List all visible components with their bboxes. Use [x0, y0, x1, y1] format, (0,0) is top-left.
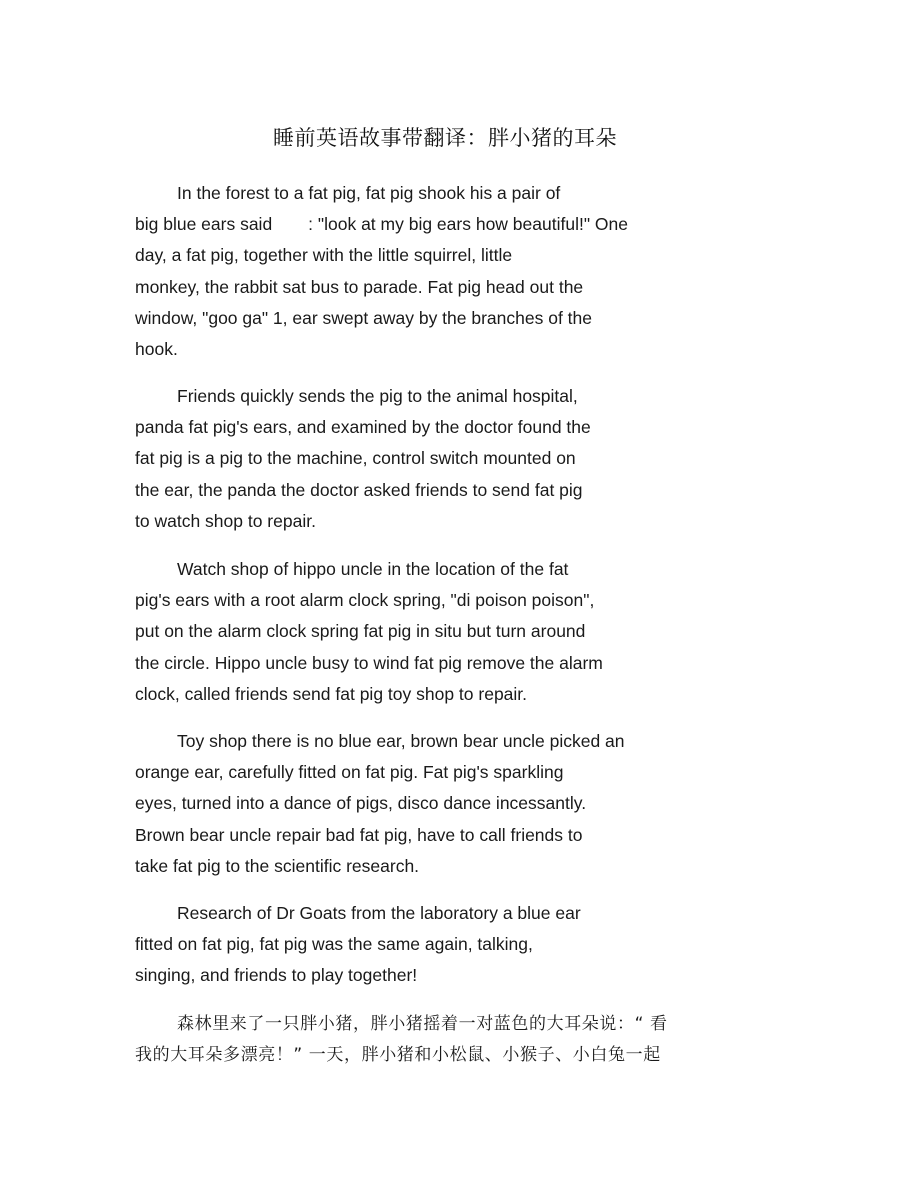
paragraph-line: fat pig is a pig to the machine, control switch mounted on: [135, 448, 576, 469]
paragraph-line: window, "goo ga" 1, ear swept away by the branches of the: [135, 307, 593, 328]
paragraph-line: orange ear, carefully fitted on fat pig. Fat pig's sparkling: [135, 762, 564, 783]
paragraph-line-tail: : "look at my big ears how beautiful!" One: [308, 214, 628, 235]
paragraph-line: fitted on fat pig, fat pig was the same again, talking,: [135, 934, 533, 955]
paragraph-line: singing, and friends to play together!: [135, 965, 418, 986]
paragraph-1: [135, 178, 735, 365]
paragraph-3: [135, 554, 735, 710]
paragraph-line: hook.: [135, 339, 178, 360]
paragraph-line: the ear, the panda the doctor asked friends to send fat pig: [135, 479, 583, 500]
paragraph-line-head: big blue ears said: [135, 214, 273, 235]
paragraph-6-chinese: [135, 1009, 735, 1071]
paragraph-line: Research of Dr Goats from the laboratory a blue ear: [177, 903, 581, 923]
paragraph-line: Watch shop of hippo uncle in the location of the fat: [177, 559, 569, 579]
paragraph-line: clock, called friends send fat pig toy shop to repair.: [135, 683, 528, 704]
paragraph-line: to watch shop to repair.: [135, 510, 316, 531]
paragraph-2: [135, 381, 735, 537]
paragraph-line: day, a fat pig, together with the little squirrel, little: [135, 245, 513, 266]
document-title: 睡前英语故事带翻译：胖小猪的耳朵: [273, 126, 617, 150]
paragraph-line: [135, 209, 735, 240]
paragraph-line: panda fat pig's ears, and examined by the doctor found the: [135, 417, 591, 438]
paragraph-line: eyes, turned into a dance of pigs, disco dance incessantly.: [135, 793, 587, 814]
paragraph-line: take fat pig to the scientific research.: [135, 855, 420, 876]
paragraph-5: [135, 898, 735, 992]
paragraph-line: In the forest to a fat pig, fat pig shook his a pair of: [177, 183, 561, 203]
paragraph-line: 森林里来了一只胖小猪，胖小猪摇着一对蓝色的大耳朵说：“ 看: [177, 1014, 668, 1034]
paragraph-line: monkey, the rabbit sat bus to parade. Fat pig head out the: [135, 276, 584, 297]
paragraph-4: [135, 726, 735, 882]
paragraph-line: put on the alarm clock spring fat pig in situ but turn around: [135, 621, 586, 642]
paragraph-line: pig's ears with a root alarm clock spring, "di poison poison",: [135, 590, 595, 611]
paragraph-line: 我的大耳朵多漂亮！” 一天，胖小猪和小松鼠、小猴子、小白兔一起: [135, 1045, 661, 1066]
paragraph-line: the circle. Hippo uncle busy to wind fat pig remove the alarm: [135, 652, 603, 673]
paragraph-line: Friends quickly sends the pig to the animal hospital,: [177, 386, 578, 406]
paragraph-line: Toy shop there is no blue ear, brown bear uncle picked an: [177, 731, 625, 751]
paragraph-line: Brown bear uncle repair bad fat pig, have to call friends to: [135, 824, 583, 845]
